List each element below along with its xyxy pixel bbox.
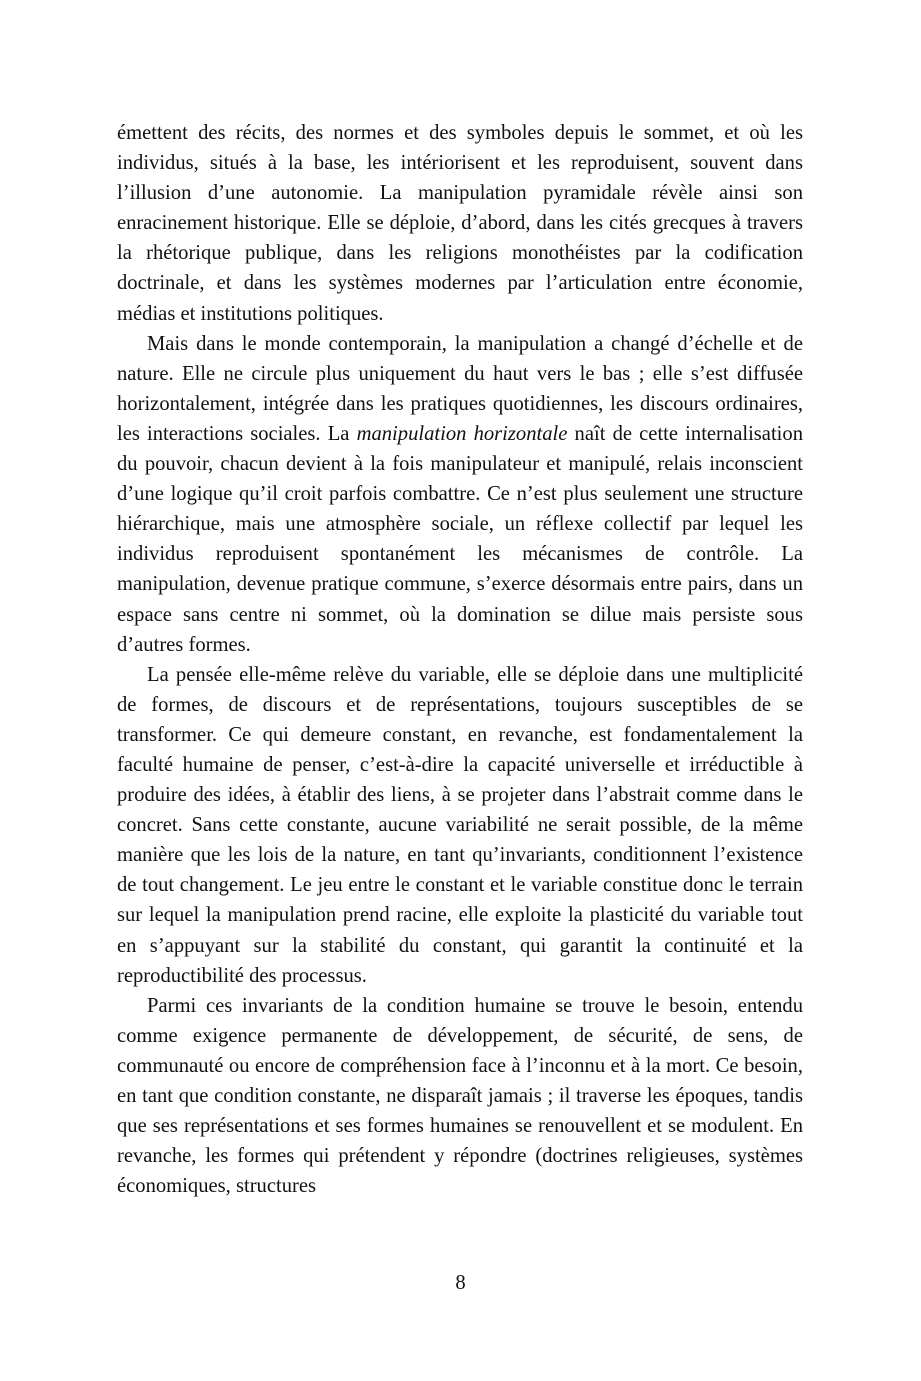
paragraph-2 bbox=[117, 329, 803, 660]
paragraph-1: émettent des récits, des normes et des symboles depuis le sommet, et où les individus, situés à la base, les intériorisent et les reproduisent, souvent dans l’illusion d’une autonomie. La manipulation pyramidale révèle ainsi son enracinement historique. Elle se déploie, d’abord, dans les cités grecques à travers la rhétorique publique, dans les religions monothéistes par la codification doctrinale, et dans les systèmes modernes par l’articulation entre économie, médias et institutions politiques. bbox=[117, 122, 803, 325]
paragraph-3: La pensée elle-même relève du variable, elle se déploie dans une multiplicité de formes, de discours et de représentations, toujours susceptibles de se transformer. Ce qui demeure constant, en revanche, est fondamentalement la faculté humaine de penser, c’est-à-dire la capacité universelle et irréductible à produire des idées, à établir des liens, à se projeter dans l’abstrait comme dans le concret. Sans cette constante, aucune variabilité ne serait possible, de la même manière que les lois de la nature, en tant qu’invariants, conditionnent l’existence de tout changement. Le jeu entre le constant et le variable constitue donc le terrain sur lequel la manipulation prend racine, elle exploite la plasticité du variable tout en s’appuyant sur la stabilité du constant, qui garantit la continuité et la reproductibilité des processus. bbox=[117, 663, 803, 987]
paragraph-4: Parmi ces invariants de la condition humaine se trouve le besoin, entendu comme exigence permanente de développement, de sécurité, de sens, de communauté ou encore de compréhension face à l’inconnu et à la mort. Ce besoin, en tant que condition constante, ne disparaît jamais ; il traverse les époques, tandis que ses représentations et ses formes humaines se renouvellent et se modulent. En revanche, les formes qui prétendent y répondre (doctrines religieuses, systèmes économiques, structures bbox=[117, 994, 803, 1198]
body-text bbox=[117, 118, 803, 1201]
page-number: 8 bbox=[455, 1272, 466, 1294]
paragraph-2-text-before: Mais dans le monde contemporain, la manipulation a changé d’échelle et de nature. Elle ne circule plus uniquement du haut vers le bas ; elle s’est diffusée horizontalement, intégrée dans les pratiques quotidiennes, les discours ordinaires, les interactions sociales. La bbox=[117, 332, 803, 445]
paragraph-2-emphasis: manipulation horizontale bbox=[356, 422, 568, 445]
paragraph-2-text-after: naît de cette internalisation du pouvoir, chacun devient à la fois manipulateur et manipulé, relais inconscient d’une logique qu’il croit parfois combattre. Ce n’est plus seulement une structure hiérarchique, mais une atmosphère sociale, un réflexe collectif par lequel les individus reproduisent spontanément les mécanismes de contrôle. La manipulation, devenue pratique commune, s’exerce désormais entre pairs, dans un espace sans centre ni sommet, où la domination se dilue mais persiste sous d’autres formes. bbox=[117, 422, 803, 656]
